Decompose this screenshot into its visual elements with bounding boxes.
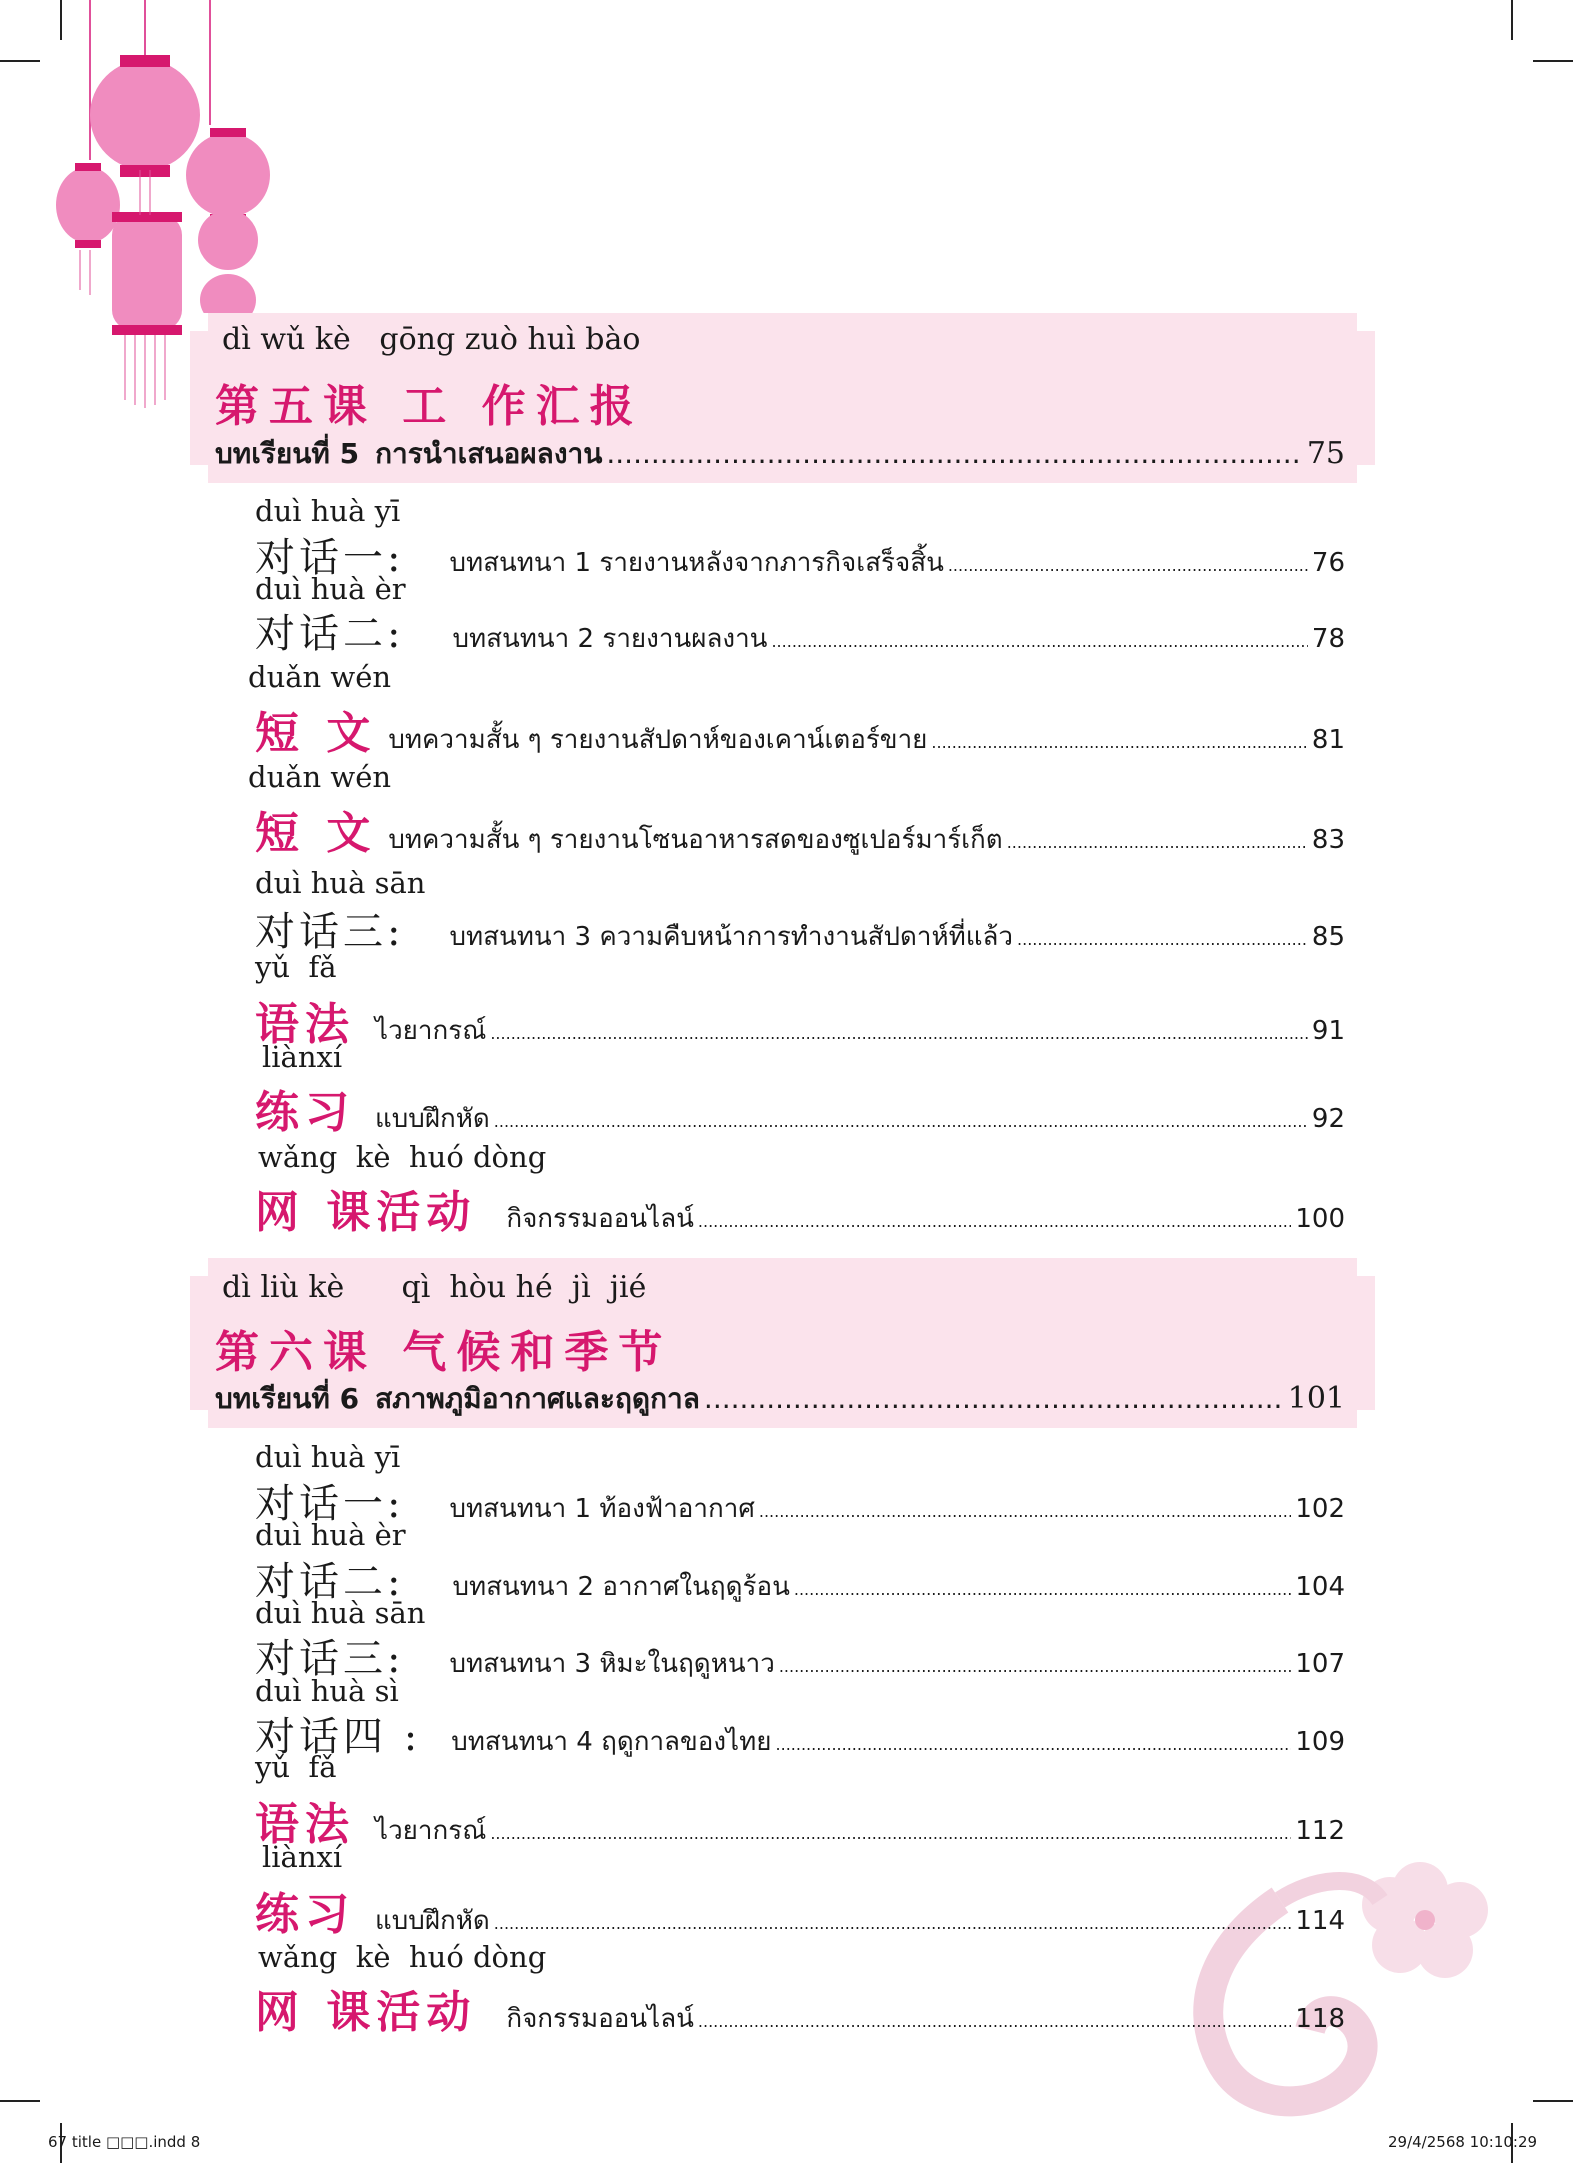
entry-cn: 练习 [255, 1889, 355, 1940]
entry-cn: 对话三: [255, 909, 405, 955]
entry-pinyin: liànxí [262, 1040, 343, 1074]
entry-th: กิจกรรมออนไลน์ [506, 2004, 694, 2034]
entry-th: แบบฝึกหัด [375, 1906, 490, 1936]
toc-entry[interactable] [255, 1705, 1345, 1762]
lesson-toc-line[interactable] [215, 432, 1345, 476]
leader-dots [606, 437, 1302, 470]
entry-th: บทสนทนา 4 ฤดูกาลของไทย [451, 1727, 772, 1757]
toc-entry[interactable] [255, 697, 1345, 761]
entry-pinyin: duì huà èr [255, 572, 406, 606]
entry-cn: 语法 [255, 999, 355, 1050]
toc-entry[interactable] [255, 797, 1345, 861]
entry-th: บทความสั้น ๆ รายงานสัปดาห์ของเคาน์เตอร์ขาย [388, 725, 928, 755]
toc-entry[interactable] [255, 1976, 1345, 2040]
entry-cn: 网 课活动 [255, 1987, 477, 2038]
entry-pinyin: wǎng kè huó dòng [258, 1140, 547, 1174]
entry-pinyin: duì huà yī [255, 494, 401, 528]
entry-th: บทสนทนา 1 ท้องฟ้าอากาศ [449, 1494, 755, 1524]
entry-th: แบบฝึกหัด [375, 1104, 490, 1134]
entry-cn: 语法 [255, 1799, 355, 1850]
entry-pinyin: duì huà sān [255, 866, 426, 900]
lesson-title-cn: 第六课 气候和季节 [215, 1327, 673, 1378]
entry-cn: 对话三: [255, 1636, 405, 1682]
toc-entry[interactable] [255, 1176, 1345, 1240]
entry-th: ไวยากรณ์ [375, 1816, 487, 1846]
entry-pinyin: liànxí [262, 1840, 343, 1874]
crop-mark [0, 60, 40, 62]
toc-entry[interactable] [255, 1788, 1345, 1852]
entry-th: บทสนทนา 2 อากาศในฤดูร้อน [452, 1572, 790, 1602]
lesson-pinyin: dì liù kè qì hòu hé jì jié [222, 1270, 647, 1305]
entry-th: บทสนทนา 1 รายงานหลังจากภารกิจเสร็จสิ้น [449, 548, 944, 578]
page-number: 114 [1295, 1906, 1345, 1936]
toc-entry[interactable] [255, 1472, 1345, 1529]
entry-th: กิจกรรมออนไลน์ [506, 1204, 694, 1234]
toc-entry[interactable] [255, 900, 1345, 957]
entry-pinyin: duǎn wén [248, 760, 392, 794]
leader-dots [779, 1657, 1292, 1676]
entry-pinyin: yǔ fǎ [255, 1750, 337, 1784]
leader-dots [771, 632, 1307, 651]
page-number: 102 [1295, 1494, 1345, 1524]
lesson-title-th: การนำเสนอผลงาน [375, 437, 603, 470]
lesson-title-th: สภาพภูมิอากาศและฤดูกาล [375, 1382, 700, 1415]
page-number: 92 [1311, 1104, 1345, 1134]
page-number: 76 [1311, 548, 1345, 578]
entry-th: ไวยากรณ์ [375, 1016, 487, 1046]
entry-cn: 对话一: [255, 535, 405, 581]
entry-cn: 对话四 : [255, 1714, 422, 1760]
toc-entry[interactable] [255, 526, 1345, 583]
page-number: 83 [1311, 825, 1345, 855]
toc-entry[interactable] [255, 1076, 1345, 1140]
toc-entry[interactable] [255, 1878, 1345, 1942]
entry-cn: 短 文 [255, 708, 377, 759]
toc-entry[interactable] [255, 602, 1345, 659]
footer-filename: 67 title □□□.indd 8 [48, 2133, 201, 2151]
lesson-toc-line[interactable] [215, 1377, 1345, 1421]
page-number: 104 [1295, 1572, 1345, 1602]
footer-timestamp: 29/4/2568 10:10:29 [1388, 2133, 1538, 2151]
leader-dots [698, 2012, 1291, 2031]
page-number: 85 [1311, 922, 1345, 952]
page-number: 112 [1295, 1816, 1345, 1846]
leader-dots [1017, 930, 1308, 949]
page-number: 100 [1295, 1204, 1345, 1234]
entry-cn: 网 课活动 [255, 1187, 477, 1238]
toc-entry[interactable] [255, 988, 1345, 1052]
entry-pinyin: duì huà sān [255, 1596, 426, 1630]
crop-mark [1533, 60, 1573, 62]
entry-pinyin: duì huà èr [255, 1518, 406, 1552]
entry-pinyin: duì huà sì [255, 1674, 399, 1708]
entry-th: บทความสั้น ๆ รายงานโซนอาหารสดของซูเปอร์มาร์เก็ต [388, 825, 1003, 855]
leader-dots [494, 1914, 1292, 1933]
entry-pinyin: yǔ fǎ [255, 950, 337, 984]
entry-cn: 练习 [255, 1087, 355, 1138]
toc-entry[interactable] [255, 1627, 1345, 1684]
entry-cn: 对话一: [255, 1481, 405, 1527]
entry-th: บทสนทนา 3 ความคืบหน้าการทำงานสัปดาห์ที่แล้ว [449, 922, 1014, 952]
leader-dots [704, 1382, 1284, 1415]
crop-mark [1511, 0, 1513, 40]
page-number: 91 [1311, 1016, 1345, 1046]
leader-dots [948, 556, 1308, 575]
leader-dots [759, 1502, 1291, 1521]
entry-pinyin: wǎng kè huó dòng [258, 1940, 547, 1974]
lesson-title-cn: 第五课 工 作汇报 [215, 381, 644, 432]
leader-dots [698, 1212, 1291, 1231]
lesson-label: บทเรียนที่ 5 [215, 437, 360, 470]
page-number: 81 [1311, 725, 1345, 755]
entry-pinyin: duǎn wén [248, 660, 392, 694]
page-number: 75 [1306, 436, 1345, 471]
leader-dots [1007, 833, 1308, 852]
leader-dots [776, 1735, 1292, 1754]
entry-cn: 对话二: [255, 1559, 405, 1605]
entry-th: บทสนทนา 2 รายงานผลงาน [452, 624, 768, 654]
leader-dots [931, 733, 1308, 752]
leader-dots [794, 1580, 1291, 1599]
page-number: 118 [1295, 2004, 1345, 2034]
page-number: 109 [1295, 1727, 1345, 1757]
lesson-pinyin: dì wǔ kè gōng zuò huì bào [222, 322, 641, 357]
page-number: 101 [1287, 1381, 1345, 1416]
entry-pinyin: duì huà yī [255, 1440, 401, 1474]
page-number: 78 [1311, 624, 1345, 654]
page-number: 107 [1295, 1649, 1345, 1679]
leader-dots [490, 1024, 1308, 1043]
entry-cn: 短 文 [255, 808, 377, 859]
leader-dots [490, 1824, 1291, 1843]
entry-cn: 对话二: [255, 611, 405, 657]
lesson-label: บทเรียนที่ 6 [215, 1382, 360, 1415]
entry-th: บทสนทนา 3 หิมะในฤดูหนาว [449, 1649, 775, 1679]
crop-mark [0, 2100, 40, 2102]
leader-dots [494, 1112, 1308, 1131]
